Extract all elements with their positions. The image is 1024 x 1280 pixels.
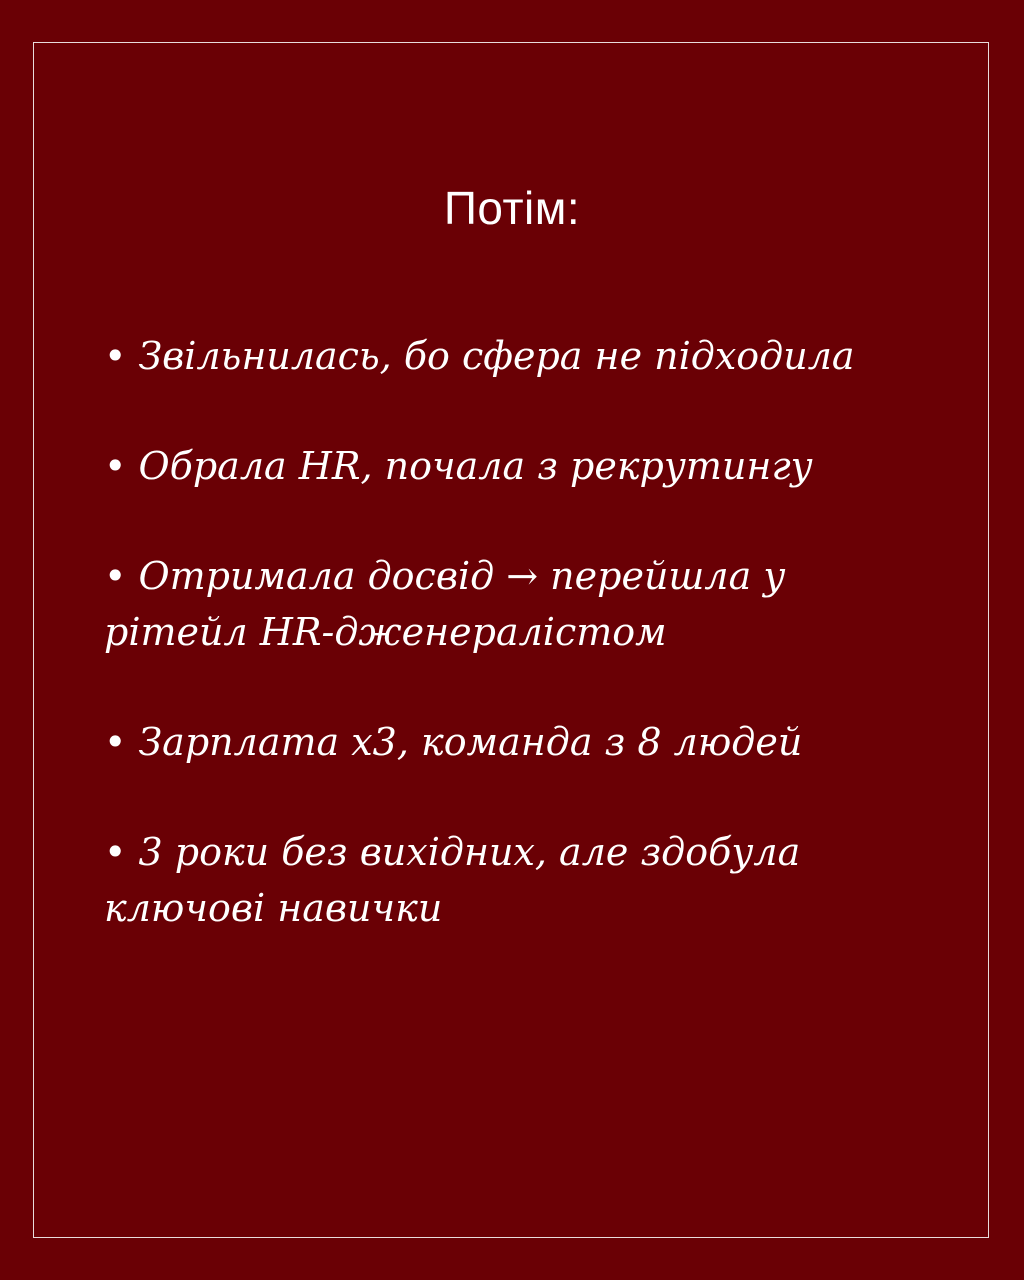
bullet-list [104, 328, 904, 990]
list-item-text: 3 роки без вихідних, але здобула ключові навички [104, 830, 801, 930]
bullet-icon: • [104, 444, 139, 488]
list-item-text: Обрала HR, почала з рекрутингу [138, 444, 813, 488]
list-item [104, 438, 904, 494]
list-item [104, 328, 904, 384]
bullet-icon: • [104, 554, 139, 598]
bullet-icon: • [104, 830, 139, 874]
list-item-text: Отримала досвід → перейшла у рітейл HR-дженералістом [104, 554, 786, 654]
list-item [104, 714, 904, 770]
bullet-icon: • [104, 334, 139, 378]
list-item-text: Звільнилась, бо сфера не підходила [138, 334, 855, 378]
list-item [104, 548, 904, 660]
list-item-text: Зарплата х3, команда з 8 людей [138, 720, 803, 764]
list-item [104, 824, 904, 936]
bullet-icon: • [104, 720, 139, 764]
slide-title: Потім: [443, 182, 581, 234]
